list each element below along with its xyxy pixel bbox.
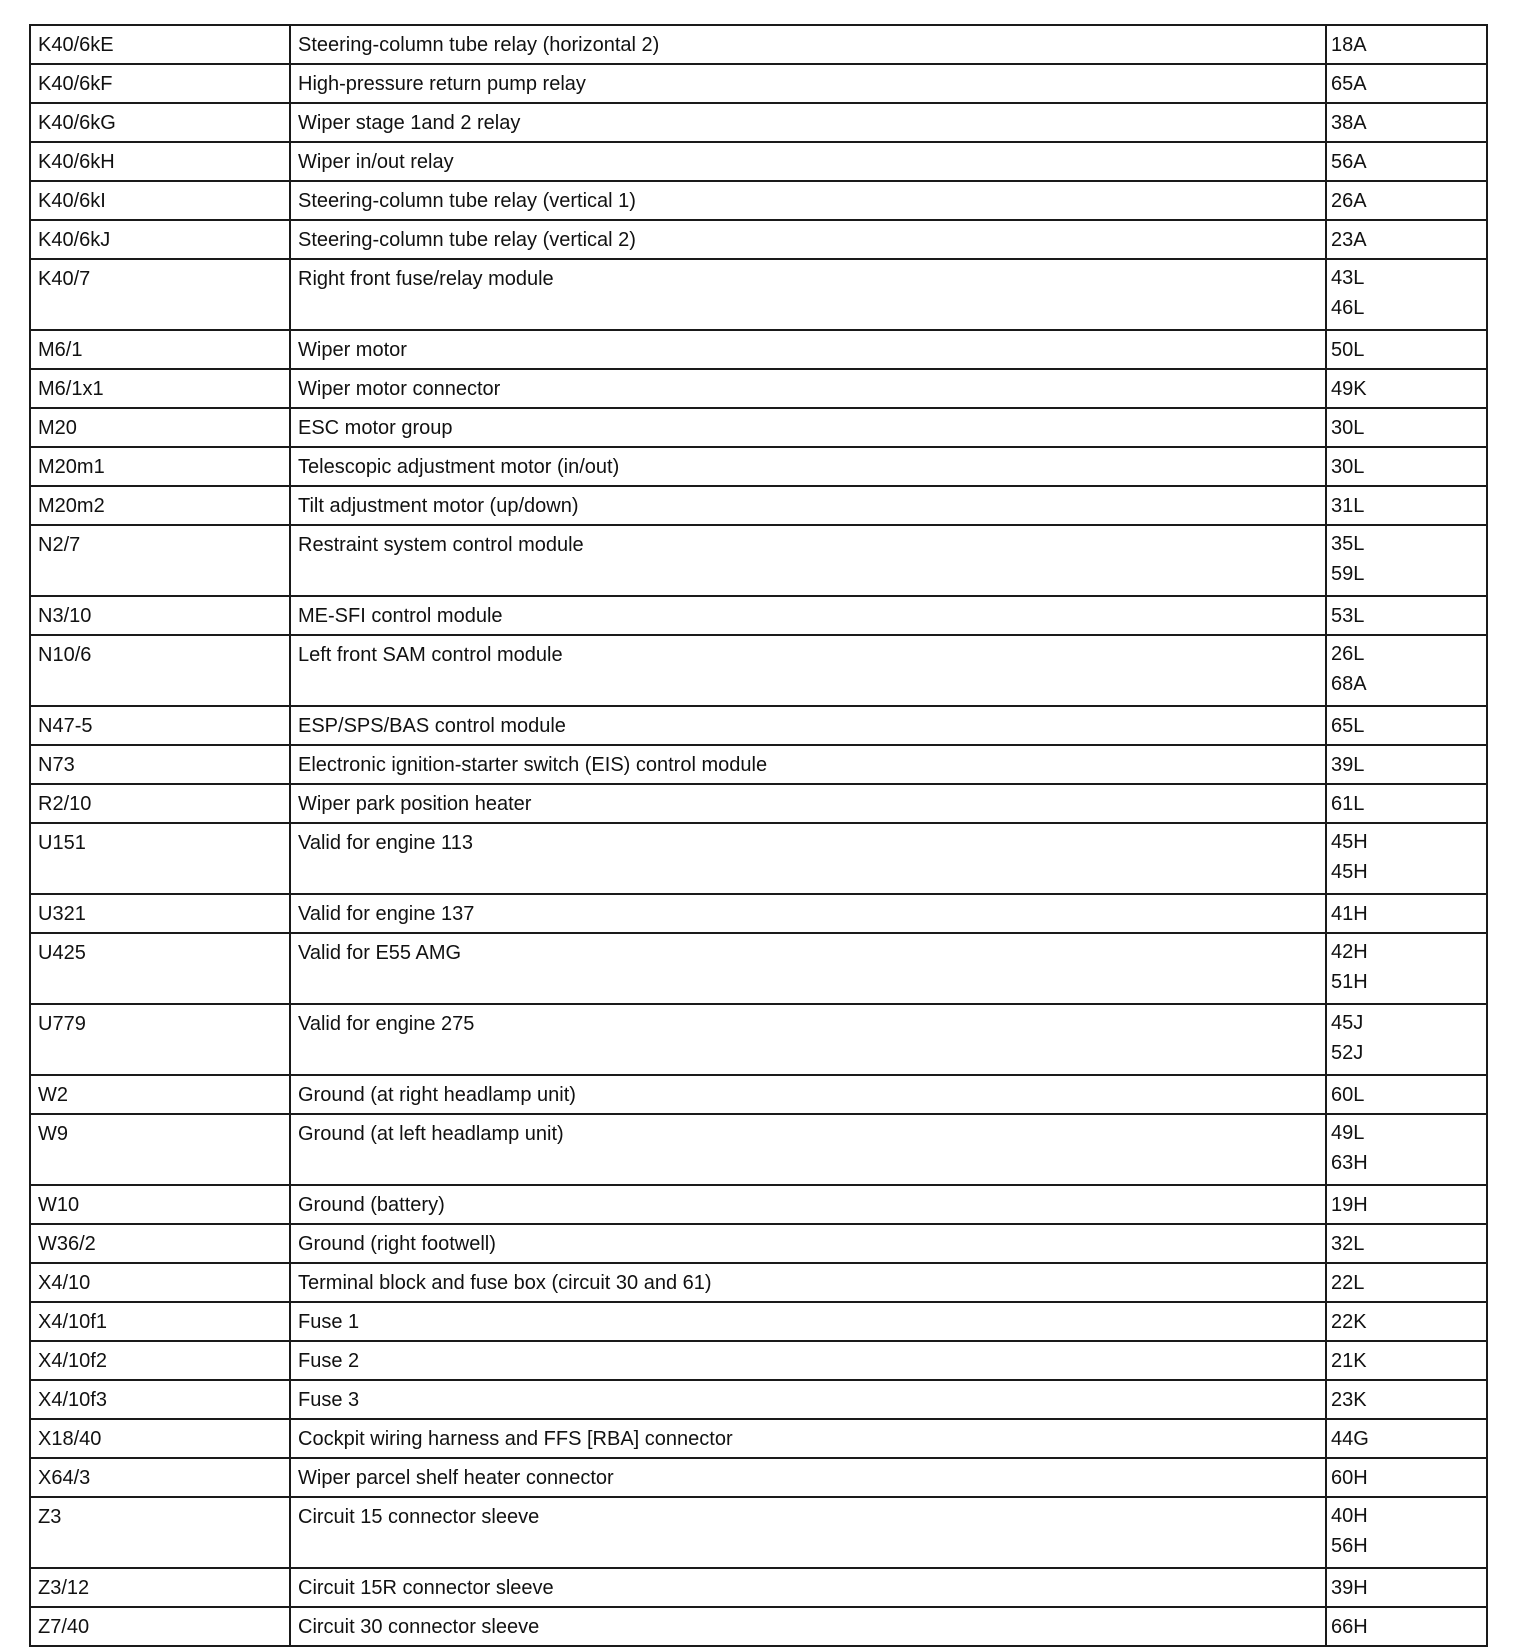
grid-location-value: 45J <box>1331 1012 1364 1034</box>
grid-location-value: 49K <box>1331 378 1367 400</box>
grid-location <box>1326 142 1487 181</box>
component-code: K40/6kE <box>30 25 290 64</box>
table-row <box>30 64 1487 103</box>
component-description: Valid for engine 275 <box>290 1004 1326 1075</box>
grid-location-value: 44G <box>1331 1428 1369 1450</box>
component-description: Wiper park position heater <box>290 784 1326 823</box>
component-description: Wiper stage 1and 2 relay <box>290 103 1326 142</box>
grid-location <box>1326 1341 1487 1380</box>
table-row <box>30 1607 1487 1646</box>
table-row <box>30 486 1487 525</box>
component-description: Terminal block and fuse box (circuit 30 and 61) <box>290 1263 1326 1302</box>
component-code: U425 <box>30 933 290 1004</box>
grid-location-value: 68A <box>1331 673 1367 695</box>
component-description: ESP/SPS/BAS control module <box>290 706 1326 745</box>
component-code: N10/6 <box>30 635 290 706</box>
component-description: Telescopic adjustment motor (in/out) <box>290 447 1326 486</box>
table-row <box>30 784 1487 823</box>
grid-location-value: 23A <box>1331 229 1367 251</box>
grid-location <box>1326 745 1487 784</box>
table-row <box>30 706 1487 745</box>
grid-location-value: 22L <box>1331 1272 1365 1294</box>
table-row <box>30 259 1487 330</box>
component-code: U779 <box>30 1004 290 1075</box>
grid-location-value: 50L <box>1331 339 1365 361</box>
grid-location-value: 23K <box>1331 1389 1367 1411</box>
grid-location-value: 59L <box>1331 563 1365 585</box>
grid-location-value: 56H <box>1331 1535 1368 1557</box>
component-code: Z7/40 <box>30 1607 290 1646</box>
grid-location <box>1326 525 1487 596</box>
table-row <box>30 596 1487 635</box>
grid-location-value: 52J <box>1331 1042 1364 1064</box>
table-row <box>30 823 1487 894</box>
component-code: K40/6kG <box>30 103 290 142</box>
table-row <box>30 1224 1487 1263</box>
table-row <box>30 933 1487 1004</box>
table-row <box>30 1075 1487 1114</box>
component-code: M6/1 <box>30 330 290 369</box>
grid-location <box>1326 408 1487 447</box>
grid-location <box>1326 1607 1487 1646</box>
component-description: Valid for engine 113 <box>290 823 1326 894</box>
component-description: Wiper in/out relay <box>290 142 1326 181</box>
grid-location-value: 45H <box>1331 861 1368 883</box>
grid-location <box>1326 1458 1487 1497</box>
component-code: X4/10f3 <box>30 1380 290 1419</box>
grid-location-value: 41H <box>1331 903 1368 925</box>
table-row <box>30 525 1487 596</box>
component-description: Circuit 15 connector sleeve <box>290 1497 1326 1568</box>
grid-location <box>1326 1224 1487 1263</box>
grid-location-value: 30L <box>1331 456 1365 478</box>
component-code: W2 <box>30 1075 290 1114</box>
grid-location <box>1326 894 1487 933</box>
component-code: X64/3 <box>30 1458 290 1497</box>
grid-location <box>1326 1004 1487 1075</box>
table-row <box>30 1497 1487 1568</box>
table-row <box>30 330 1487 369</box>
grid-location-value: 39L <box>1331 754 1365 776</box>
grid-location-value: 26L <box>1331 643 1365 665</box>
component-description: Ground (at left headlamp unit) <box>290 1114 1326 1185</box>
table-row <box>30 1568 1487 1607</box>
component-description: Circuit 15R connector sleeve <box>290 1568 1326 1607</box>
grid-location <box>1326 1497 1487 1568</box>
grid-location-value: 26A <box>1331 190 1367 212</box>
component-code: K40/6kJ <box>30 220 290 259</box>
table-body <box>30 25 1487 1646</box>
grid-location <box>1326 103 1487 142</box>
table-row <box>30 1185 1487 1224</box>
table-row <box>30 1341 1487 1380</box>
component-code: R2/10 <box>30 784 290 823</box>
grid-location-value: 53L <box>1331 605 1365 627</box>
component-code: K40/7 <box>30 259 290 330</box>
grid-location <box>1326 220 1487 259</box>
component-description: Restraint system control module <box>290 525 1326 596</box>
component-description: Cockpit wiring harness and FFS [RBA] connector <box>290 1419 1326 1458</box>
grid-location <box>1326 259 1487 330</box>
table-row <box>30 745 1487 784</box>
component-code: U321 <box>30 894 290 933</box>
component-code: W10 <box>30 1185 290 1224</box>
table-row <box>30 1114 1487 1185</box>
table-row <box>30 220 1487 259</box>
grid-location <box>1326 1263 1487 1302</box>
component-description: Ground (battery) <box>290 1185 1326 1224</box>
component-code: U151 <box>30 823 290 894</box>
grid-location-value: 46L <box>1331 297 1365 319</box>
table-row <box>30 103 1487 142</box>
grid-location-value: 51H <box>1331 971 1368 993</box>
table-row <box>30 408 1487 447</box>
grid-location <box>1326 784 1487 823</box>
grid-location-value: 60L <box>1331 1084 1365 1106</box>
grid-location <box>1326 25 1487 64</box>
component-code: W36/2 <box>30 1224 290 1263</box>
component-location-table <box>29 24 1488 1647</box>
component-description: Ground (at right headlamp unit) <box>290 1075 1326 1114</box>
component-code: M20m1 <box>30 447 290 486</box>
component-description: Steering-column tube relay (vertical 1) <box>290 181 1326 220</box>
component-description: Electronic ignition-starter switch (EIS) control module <box>290 745 1326 784</box>
table-row <box>30 1419 1487 1458</box>
component-code: M6/1x1 <box>30 369 290 408</box>
component-description: ME-SFI control module <box>290 596 1326 635</box>
grid-location <box>1326 1380 1487 1419</box>
component-description: Valid for engine 137 <box>290 894 1326 933</box>
component-description: Right front fuse/relay module <box>290 259 1326 330</box>
table-row <box>30 635 1487 706</box>
grid-location-value: 56A <box>1331 151 1367 173</box>
grid-location-value: 45H <box>1331 831 1368 853</box>
component-code: M20m2 <box>30 486 290 525</box>
component-description: Valid for E55 AMG <box>290 933 1326 1004</box>
grid-location <box>1326 330 1487 369</box>
component-code: W9 <box>30 1114 290 1185</box>
component-description: Circuit 30 connector sleeve <box>290 1607 1326 1646</box>
grid-location-value: 30L <box>1331 417 1365 439</box>
component-code: N2/7 <box>30 525 290 596</box>
component-description: Steering-column tube relay (vertical 2) <box>290 220 1326 259</box>
table-row <box>30 1302 1487 1341</box>
grid-location-value: 65L <box>1331 715 1365 737</box>
grid-location-value: 39H <box>1331 1577 1368 1599</box>
grid-location-value: 61L <box>1331 793 1365 815</box>
component-description: Left front SAM control module <box>290 635 1326 706</box>
grid-location-value: 63H <box>1331 1152 1368 1174</box>
grid-location <box>1326 635 1487 706</box>
component-code: X4/10f2 <box>30 1341 290 1380</box>
table-row <box>30 25 1487 64</box>
grid-location <box>1326 64 1487 103</box>
grid-location <box>1326 486 1487 525</box>
table-row <box>30 1380 1487 1419</box>
grid-location-value: 35L <box>1331 533 1365 555</box>
component-description: Fuse 1 <box>290 1302 1326 1341</box>
grid-location <box>1326 181 1487 220</box>
component-code: K40/6kH <box>30 142 290 181</box>
component-code: N3/10 <box>30 596 290 635</box>
grid-location-value: 60H <box>1331 1467 1368 1489</box>
component-code: Z3/12 <box>30 1568 290 1607</box>
table-row <box>30 142 1487 181</box>
component-code: M20 <box>30 408 290 447</box>
grid-location-value: 38A <box>1331 112 1367 134</box>
table-row <box>30 447 1487 486</box>
component-code: K40/6kI <box>30 181 290 220</box>
grid-location-value: 22K <box>1331 1311 1367 1333</box>
table-row <box>30 181 1487 220</box>
grid-location-value: 31L <box>1331 495 1365 517</box>
grid-location <box>1326 1185 1487 1224</box>
grid-location <box>1326 1302 1487 1341</box>
grid-location <box>1326 933 1487 1004</box>
grid-location-value: 66H <box>1331 1616 1368 1638</box>
component-code: N73 <box>30 745 290 784</box>
grid-location <box>1326 1114 1487 1185</box>
table-row <box>30 894 1487 933</box>
table-row <box>30 1458 1487 1497</box>
grid-location <box>1326 1075 1487 1114</box>
component-description: ESC motor group <box>290 408 1326 447</box>
component-description: Tilt adjustment motor (up/down) <box>290 486 1326 525</box>
component-description: Wiper motor connector <box>290 369 1326 408</box>
component-description: High-pressure return pump relay <box>290 64 1326 103</box>
grid-location-value: 32L <box>1331 1233 1365 1255</box>
component-description: Fuse 2 <box>290 1341 1326 1380</box>
grid-location <box>1326 1568 1487 1607</box>
grid-location <box>1326 706 1487 745</box>
component-description: Steering-column tube relay (horizontal 2) <box>290 25 1326 64</box>
table-row <box>30 1004 1487 1075</box>
component-code: X18/40 <box>30 1419 290 1458</box>
grid-location-value: 42H <box>1331 941 1368 963</box>
table-row <box>30 1263 1487 1302</box>
grid-location-value: 49L <box>1331 1122 1365 1144</box>
grid-location-value: 65A <box>1331 73 1367 95</box>
component-code: X4/10 <box>30 1263 290 1302</box>
grid-location-value: 40H <box>1331 1505 1368 1527</box>
grid-location-value: 19H <box>1331 1194 1368 1216</box>
table-row <box>30 369 1487 408</box>
component-code: N47-5 <box>30 706 290 745</box>
component-code: K40/6kF <box>30 64 290 103</box>
component-description: Wiper parcel shelf heater connector <box>290 1458 1326 1497</box>
grid-location <box>1326 369 1487 408</box>
component-description: Ground (right footwell) <box>290 1224 1326 1263</box>
component-code: X4/10f1 <box>30 1302 290 1341</box>
component-description: Fuse 3 <box>290 1380 1326 1419</box>
grid-location-value: 18A <box>1331 34 1367 56</box>
grid-location-value: 21K <box>1331 1350 1367 1372</box>
component-description: Wiper motor <box>290 330 1326 369</box>
grid-location <box>1326 447 1487 486</box>
grid-location <box>1326 1419 1487 1458</box>
component-code: Z3 <box>30 1497 290 1568</box>
grid-location <box>1326 596 1487 635</box>
grid-location-value: 43L <box>1331 267 1365 289</box>
grid-location <box>1326 823 1487 894</box>
